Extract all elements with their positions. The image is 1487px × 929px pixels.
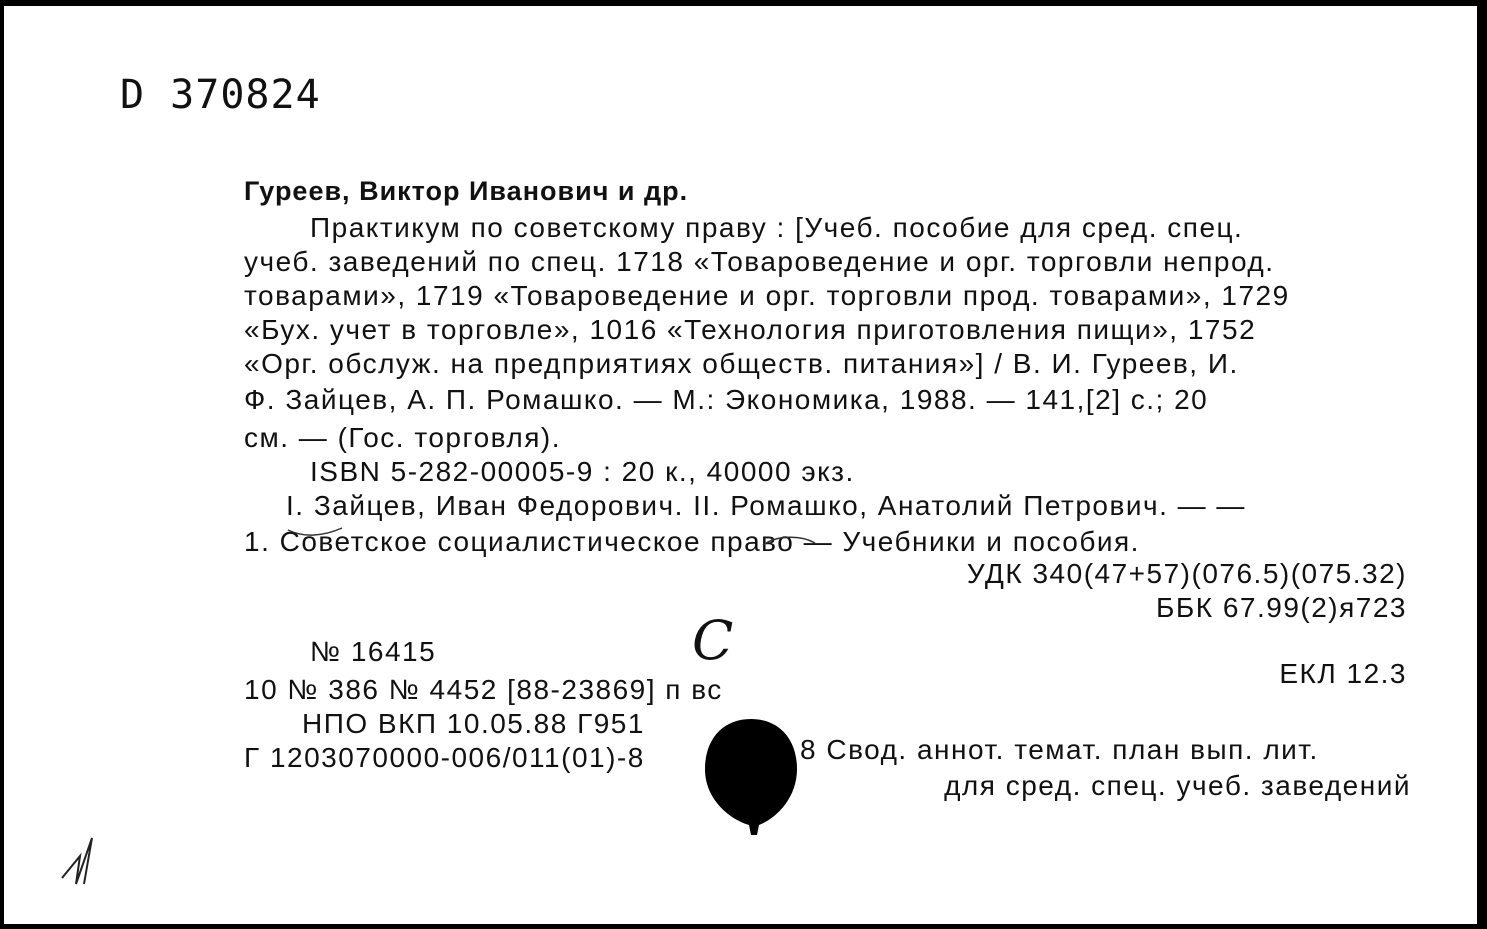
- udk-code: УДК 340(47+57)(076.5)(075.32): [966, 558, 1407, 589]
- pencil-scribble: [58, 834, 98, 890]
- isbn-line: ISBN 5-282-00005-9 : 20 к., 40000 экз.: [310, 456, 855, 487]
- order-line: 10 № 386 № 4452 [88-23869] п вс: [244, 674, 723, 705]
- plan-line-1: 8 Свод. аннот. темат. план вып. лит.: [800, 734, 1319, 765]
- description-line: товарами», 1719 «Товароведение и орг. торговли прод. товарами», 1729: [244, 280, 1290, 311]
- npo-line: НПО ВКП 10.05.88 Г951: [302, 708, 645, 739]
- catalog-card: [4, 6, 1477, 924]
- description-line: «Бух. учет в торговле», 1016 «Технология приготовления пищи», 1752: [244, 314, 1257, 345]
- author-heading: Гуреев, Виктор Иванович и др.: [244, 176, 689, 206]
- handwritten-c-mark: С: [692, 609, 734, 672]
- underline-mark: [284, 508, 344, 538]
- call-number: D 370824: [120, 72, 321, 118]
- description-line: см. — (Гос. торговля).: [244, 422, 561, 453]
- description-line: учеб. заведений по спец. 1718 «Товароведение и орг. торговли непрод.: [244, 246, 1275, 277]
- description-line: Практикум по советскому праву : [Учеб. пособие для сред. спец.: [310, 212, 1244, 243]
- ink-blot: [705, 717, 797, 835]
- plan-code: Г 1203070000-006/011(01)-8: [244, 742, 645, 773]
- description-line: Ф. Зайцев, А. П. Ромашко. — М.: Экономика, 1988. — 141,[2] с.; 20: [244, 384, 1209, 415]
- tracings-line: I. Зайцев, Иван Федорович. II. Ромашко, Анатолий Петрович. — —: [286, 490, 1246, 521]
- bbk-code: ББК 67.99(2)я723: [1155, 592, 1407, 623]
- description-line: «Орг. обслуж. на предприятиях обществ. питания»] / В. И. Гуреев, И.: [244, 348, 1239, 379]
- record-number: № 16415: [310, 636, 437, 667]
- overline-mark: [761, 533, 817, 553]
- plan-line-2: для сред. спец. учеб. заведений: [944, 770, 1411, 801]
- subject-line: 1. Советское социалистическое право — Учебники и пособия.: [244, 526, 1140, 557]
- ekl-code: ЕКЛ 12.3: [1279, 658, 1407, 689]
